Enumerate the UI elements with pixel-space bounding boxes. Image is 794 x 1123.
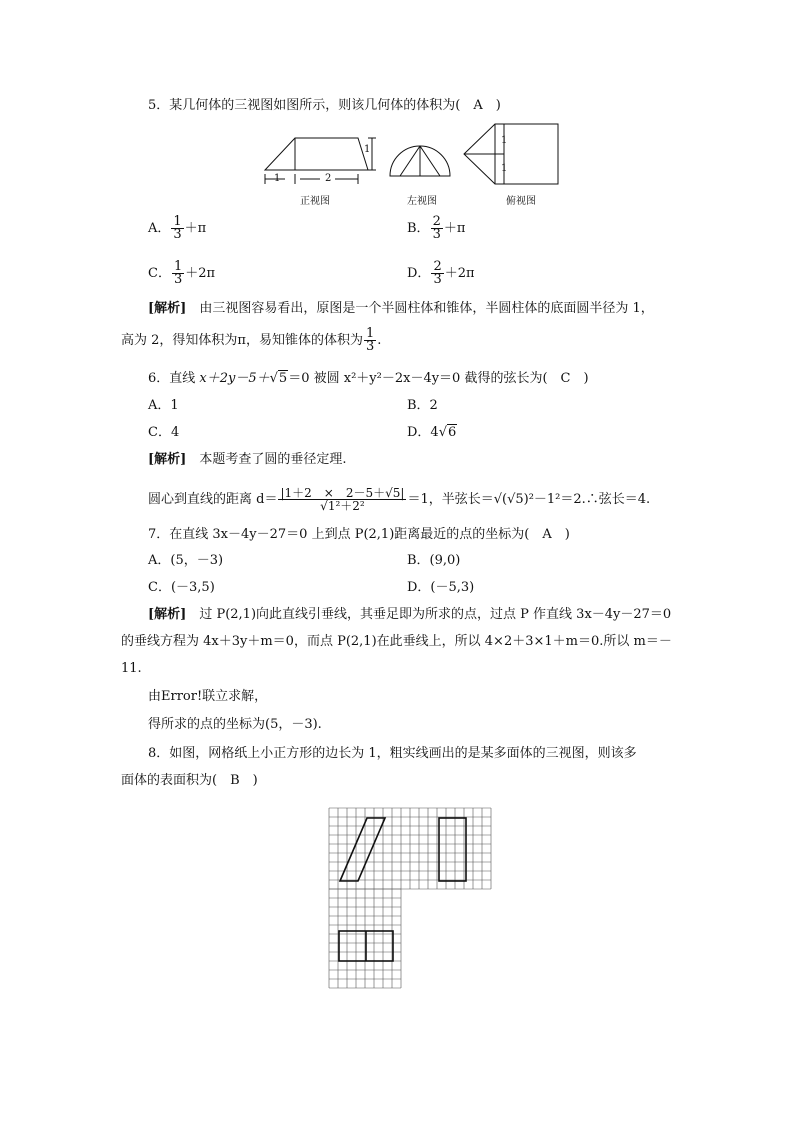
q6-stem: 6．直线 x＋2y－5＋√5＝0 被圆 x²＋y²－2x－4y＝0 截得的弦长为( C )	[148, 371, 589, 386]
q6-option-c: C．4	[148, 425, 180, 440]
q5-stem: 5．某几何体的三视图如图所示，则该几何体的体积为( A )	[148, 98, 501, 113]
q5-analysis-2: 高为 2，得知体积为π，易知锥体的体积为 $\frac{1}{3}$ .	[121, 326, 382, 354]
q6-option-b: B．2	[407, 398, 438, 413]
q7-option-a: A．(5，－3)	[148, 553, 224, 568]
q5-option-b: B． $\frac{2}{3}$ ＋π	[407, 214, 466, 242]
q8-side-view-rect	[439, 818, 466, 881]
q5-dim-height: 1	[364, 144, 371, 155]
top-view	[504, 124, 558, 184]
q8-grid-figure	[329, 808, 499, 993]
q7-option-b: B．(9,0)	[407, 553, 461, 568]
q7-analysis-3: 11.	[121, 661, 142, 676]
q7-analysis-1: [解析] 过 P(2,1)向此直线引垂线，其垂足即为所求的点，过点 P 作直线 3x－4y－27＝0	[148, 607, 672, 622]
q5-caption-front: 正视图	[300, 196, 330, 207]
q6-option-d: D．4√6	[407, 425, 457, 440]
q5-dim-right: 2	[325, 173, 332, 184]
q5-option-c: C． $\frac{1}{3}$ ＋2π	[148, 259, 216, 287]
q6-option-a: A．1	[148, 398, 179, 413]
front-view	[265, 138, 371, 170]
q5-analysis-1: [解析] 由三视图容易看出，原图是一个半圆柱体和锥体，半圆柱体的底面圆半径为 1，	[148, 301, 654, 316]
q8-stem-1: 8．如图，网格纸上小正方形的边长为 1，粗实线画出的是某多面体的三视图，则该多	[148, 746, 637, 761]
q7-option-c: C．(－3,5)	[148, 580, 215, 595]
q7-analysis-2: 的垂线方程为 4x＋3y＋m＝0，而点 P(2,1)在此垂线上，所以 4×2＋3×1＋m＝0.所以 m＝－	[121, 634, 672, 649]
q5-option-a: A． $\frac{1}{3}$ ＋π	[148, 214, 207, 242]
q5-dim-left: 1	[274, 173, 281, 184]
q8-stem-2: 面体的表面积为( B )	[121, 773, 258, 788]
q7-stem: 7．在直线 3x－4y－27＝0 上到点 P(2,1)距离最近的点的坐标为( A )	[148, 527, 570, 542]
q6-analysis-1: [解析] 本题考查了圆的垂径定理.	[148, 452, 347, 467]
q5-option-d: D． $\frac{2}{3}$ ＋2π	[407, 259, 475, 287]
q7-option-d: D．(－5,3)	[407, 580, 475, 595]
q5-caption-top: 俯视图	[506, 196, 536, 207]
q5-caption-left: 左视图	[407, 196, 437, 207]
q5-dim-top-b: 1	[501, 163, 508, 174]
q5-dim-top-a: 1	[501, 135, 508, 146]
q7-analysis-5: 得所求的点的坐标为(5，－3).	[148, 717, 322, 732]
q6-analysis-2: 圆心到直线的距离 d＝ $\frac{|1+2 \times 2-5+√5|}{\text{√1²＋2²}}$ ＝1，半弦长＝√(√5)²－1²＝2.∴弦长＝4.	[148, 486, 651, 513]
q7-analysis-4: 由Error!联立求解，	[148, 689, 268, 704]
